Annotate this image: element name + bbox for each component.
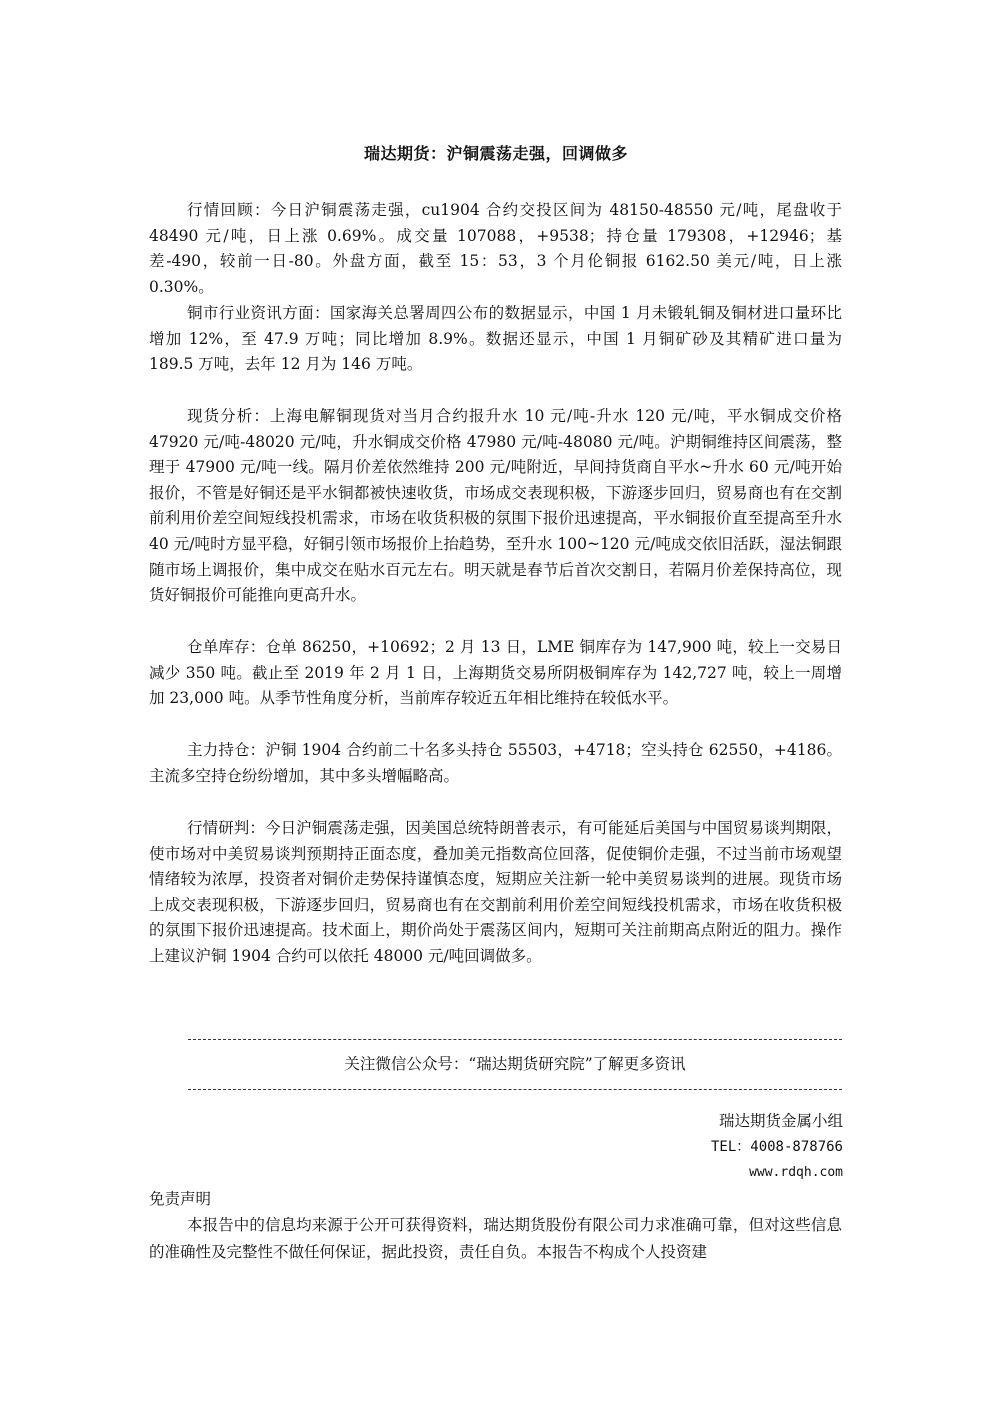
divider-top bbox=[188, 1039, 842, 1040]
disclaimer-text: 本报告中的信息均来源于公开可获得资料，瑞达期货股份有限公司力求准确可靠，但对这些信息的准确性及完整性不做任何保证，据此投资，责任自负。本报告不构成个人投资建 bbox=[149, 1216, 842, 1261]
report-title: 瑞达期货：沪铜震荡走强，回调做多 bbox=[363, 144, 628, 163]
website-link[interactable]: www.rdqh.com bbox=[749, 1165, 843, 1180]
team-name: 瑞达期货金属小组 bbox=[718, 1112, 843, 1130]
divider-bottom bbox=[188, 1089, 842, 1090]
inventory-paragraph: 仓单库存：仓单 86250，+10692；2 月 13 日，LME 铜库存为 147,900 吨，较上一交易日减少 350 吨。截止至 2019 年 2 月 1 日，上海期货交易所阴极铜库存为 142,727 吨，较上一周增加 23,000 吨。从季节性角度分析，当前库存较近五年相比维持在较低水平。 bbox=[149, 638, 842, 708]
positions-paragraph: 主力持仓：沪铜 1904 合约前二十名多头持仓 55503，+4718；空头持仓 62550，+4186。主流多空持仓纷纷增加，其中多头增幅略高。 bbox=[149, 741, 842, 785]
industry-news-paragraph: 铜市行业资讯方面：国家海关总署周四公布的数据显示，中国 1 月未锻轧铜及铜材进口量环比增加 12%，至 47.9 万吨；同比增加 8.9%。数据还显示，中国 1 月铜矿砂及其精矿进口量为 189.5 万吨，去年 12 月为 146 万吨。 bbox=[149, 304, 842, 374]
phone-number: TEL：4008-878766 bbox=[710, 1139, 843, 1155]
market-review-paragraph: 行情回顾：今日沪铜震荡走强，cu1904 合约交投区间为 48150-48550 元/吨，尾盘收于 48490 元/吨，日上涨 0.69%。成交量 107088，+9538；持仓量 179308，+12946；基差-490，较前一日-80。外盘方面，截至 15：53，3 个月伦铜报 6162.50 美元/吨，日上涨 0.30%。 bbox=[149, 201, 842, 296]
disclaimer-heading: 免责声明 bbox=[149, 1190, 212, 1208]
outlook-paragraph: 行情研判：今日沪铜震荡走强，因美国总统特朗普表示，有可能延后美国与中国贸易谈判期限，使市场对中美贸易谈判预期持正面态度，叠加美元指数高位回落，促使铜价走强，不过当前市场观望情绪较为浓厚，投资者对铜价走势保持谨慎态度，短期应关注新一轮中美贸易谈判的进展。现货市场上成交表现积极，下游逐步回归，贸易商也有在交割前利用价差空间短线投机需求，市场在收货积极的氛围下报价迅速提高。技术面上，期价尚处于震荡区间内，短期可关注前期高点附近的阻力。操作上建议沪铜 1904 合约可以依托 48000 元/吨回调做多。 bbox=[149, 819, 842, 965]
spot-analysis-paragraph: 现货分析：上海电解铜现货对当月合约报升水 10 元/吨-升水 120 元/吨，平水铜成交价格 47920 元/吨-48020 元/吨，升水铜成交价格 47980 元/吨-48080 元/吨。沪期铜维持区间震荡，整理于 47900 元/吨一线。隔月价差依然维持 200 元/吨附近，早间持货商自平水~升水 60 元/吨开始报价，不管是好铜还是平水铜都被快速收货，市场成交表现积极，下游逐步回归，贸易商也有在交割前利用价差空间短线投机需求，市场在收货积极的氛围下报价迅速提高，平水铜报价直至提高至升水 40 元/吨时方显平稳，好铜引领市场报价上抬趋势，至升水 100~120 元/吨成交依旧活跃，湿法铜跟随市场上调报价，集中成交在贴水百元左右。明天就是春节后首次交割日，若隔月价差保持高位，现货好铜报价可能推向更高升水。 bbox=[149, 407, 842, 605]
wechat-notice: 关注微信公众号：“瑞达期货研究院”了解更多资讯 bbox=[344, 1055, 686, 1073]
